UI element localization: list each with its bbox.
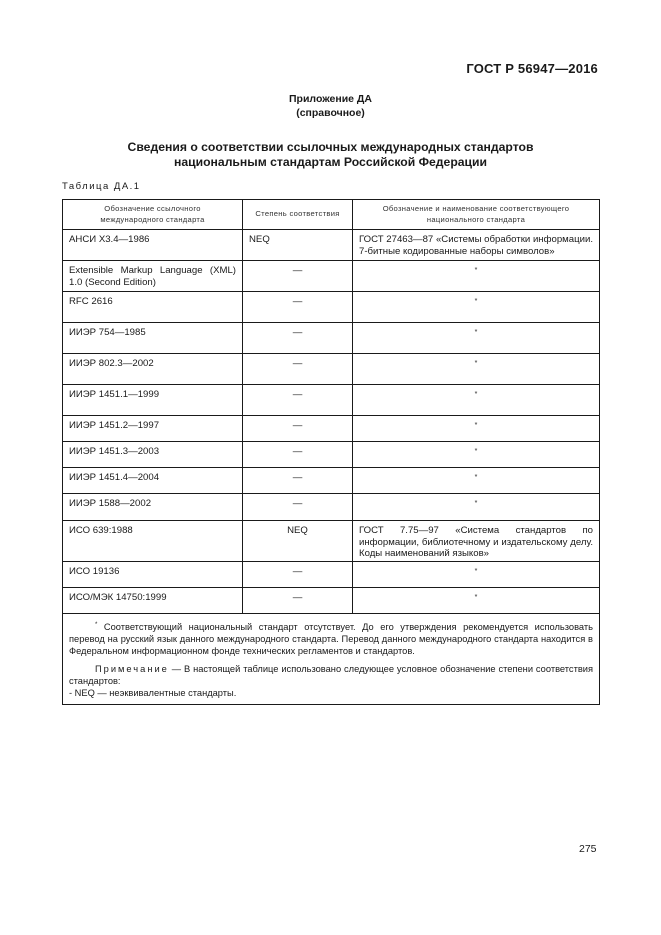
page-title-line-2: национальным стандартам Российской Федерации	[173, 155, 488, 169]
table-notes	[63, 614, 600, 705]
cell-national: *	[353, 442, 600, 468]
cell-international: ИИЭР 1451.1—1999	[63, 385, 243, 416]
table-header-row	[63, 200, 600, 230]
table-row	[63, 468, 600, 494]
column-header-international: Обозначение ссылочного международного стандарта	[63, 200, 243, 230]
cell-national: *	[353, 261, 600, 292]
table-row	[63, 494, 600, 521]
cell-international: RFC 2616	[63, 292, 243, 323]
table-row	[63, 261, 600, 292]
cell-international: АНСИ X3.4—1986	[63, 230, 243, 261]
cell-national: ГОСТ 7.75—97 «Система стандартов по информации, библиотечному и издательскому делу. Коды наименований языков»	[353, 521, 600, 562]
cell-national: *	[353, 416, 600, 442]
appendix-title: Приложение ДА	[289, 93, 372, 105]
cell-degree: —	[243, 494, 353, 521]
note	[69, 663, 593, 687]
page-title-line-1: Сведения о соответствии ссылочных международных стандартов	[127, 140, 534, 154]
cell-international: ИСО/МЭК 14750:1999	[63, 588, 243, 614]
cell-national: *	[353, 292, 600, 323]
cell-degree: —	[243, 468, 353, 494]
cell-degree: NEQ	[243, 230, 353, 261]
document-code: ГОСТ Р 56947—2016	[466, 61, 598, 76]
table-row	[63, 385, 600, 416]
cell-international: ИСО 19136	[63, 562, 243, 588]
cell-national: *	[353, 588, 600, 614]
cell-international: ИИЭР 802.3—2002	[63, 354, 243, 385]
table-notes-row	[63, 614, 600, 705]
cell-degree: —	[243, 354, 353, 385]
table-row	[63, 416, 600, 442]
table-row	[63, 354, 600, 385]
cell-degree: —	[243, 416, 353, 442]
table-row	[63, 562, 600, 588]
cell-degree: —	[243, 323, 353, 354]
column-header-degree: Степень соответствия	[243, 200, 353, 230]
footnote-text: Соответствующий национальный стандарт отсутствует. До его утверждения рекомендуется использовать перевод на русский язык данного международного стандарта. Перевод данного международного стандарта находится в Федеральном информационном фонде технических регламентов и стандартов.	[69, 622, 593, 657]
cell-national: ГОСТ 27463—87 «Системы обработки информации. 7-битные кодированные наборы символов»	[353, 230, 600, 261]
cell-national: *	[353, 323, 600, 354]
table-row	[63, 442, 600, 468]
cell-national: *	[353, 385, 600, 416]
cell-degree: —	[243, 292, 353, 323]
note-list-item: - NEQ — неэквивалентные стандарты.	[69, 688, 237, 699]
cell-degree: —	[243, 385, 353, 416]
footnote-mark: *	[95, 622, 98, 628]
footnote	[69, 619, 593, 657]
table-row	[63, 323, 600, 354]
table-row	[63, 521, 600, 562]
cell-degree: —	[243, 442, 353, 468]
cell-degree: NEQ	[243, 521, 353, 562]
cell-international: ИИЭР 1451.4—2004	[63, 468, 243, 494]
cell-degree: —	[243, 588, 353, 614]
appendix-subtitle: (справочное)	[296, 107, 365, 119]
cell-international: ИСО 639:1988	[63, 521, 243, 562]
appendix-heading	[0, 92, 661, 120]
cell-national: *	[353, 562, 600, 588]
cell-international: ИИЭР 1451.3—2003	[63, 442, 243, 468]
table-row	[63, 230, 600, 261]
cell-international: ИИЭР 754—1985	[63, 323, 243, 354]
page-title	[0, 140, 661, 170]
cell-international: ИИЭР 1588—2002	[63, 494, 243, 521]
table-row	[63, 588, 600, 614]
cell-national: *	[353, 354, 600, 385]
cell-international: Extensible Markup Language (XML) 1.0 (Second Edition)	[63, 261, 243, 292]
table-row	[63, 292, 600, 323]
cell-degree: —	[243, 562, 353, 588]
note-label: Примечание	[95, 664, 169, 675]
correspondence-table	[62, 199, 600, 705]
cell-national: *	[353, 468, 600, 494]
note-text: — В настоящей таблице использовано следующее условное обозначение степени соответствия стандартов:	[69, 664, 593, 687]
table-caption: Таблица ДА.1	[62, 181, 141, 192]
cell-degree: —	[243, 261, 353, 292]
column-header-national: Обозначение и наименование соответствующего национального стандарта	[353, 200, 600, 230]
cell-national: *	[353, 494, 600, 521]
cell-international: ИИЭР 1451.2—1997	[63, 416, 243, 442]
page-number: 275	[579, 843, 597, 855]
